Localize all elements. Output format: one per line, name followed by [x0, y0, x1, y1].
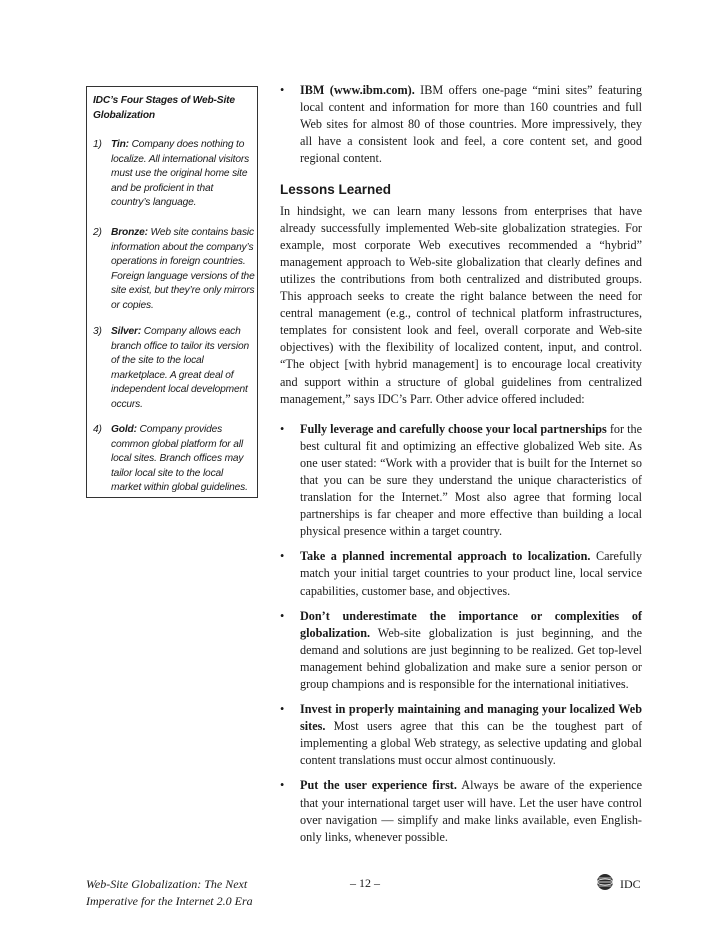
bullet-marker: •	[280, 702, 285, 717]
sidebar-item-text: Web site contains basic information about the company’s operations in foreign countries. Foreign language versions of the site exist, but they’re only mirrors or copies.	[111, 227, 255, 311]
page-number: – 12 –	[350, 876, 380, 890]
sidebar-item-label: Tin:	[111, 139, 129, 150]
sidebar-item-number: 4)	[93, 424, 102, 435]
bullet-lead: Invest in properly maintaining and managing your localized Web sites.	[300, 702, 642, 734]
sidebar-item-number: 2)	[93, 227, 102, 238]
sidebar-item-gold	[93, 423, 255, 496]
sidebar-item-text: Company provides common global platform for all local sites. Branch offices may tailor local site to the local market within global guidelines.	[111, 424, 248, 494]
bullet-maintain	[280, 701, 642, 769]
main-column	[280, 82, 642, 846]
bullet-lead: Fully leverage and carefully choose your local partnerships	[300, 421, 607, 436]
sidebar-item-bronze	[93, 226, 255, 314]
globe-icon	[596, 873, 614, 895]
bullet-lead: IBM (www.ibm.com).	[300, 83, 415, 97]
bullet-text: IBM offers one-page “mini sites” featuring local content and information for more than 160 countries and full Web sites for almost 80 of those countries. More impressively, they all have a consistent look and feel, a core content set, and good regional content.	[300, 83, 642, 166]
bullet-marker: •	[280, 83, 285, 97]
bullet-partnerships	[280, 421, 642, 541]
bullet-marker: •	[280, 608, 285, 623]
sidebar-item-text: Company does nothing to localize. All international visitors must use the original home site and be proficient in that country’s language.	[111, 139, 250, 209]
bullet-lead: Take a planned incremental approach to localization.	[300, 549, 591, 564]
sidebar-item-text: Company allows each branch office to tailor its version of the site to the local marketplace. A great deal of independent local development occurs.	[111, 326, 250, 410]
sidebar-box	[86, 86, 258, 498]
bullet-lead: Don’t underestimate the importance or complexities of globalization.	[300, 608, 642, 640]
footer-title-line1: Web-Site Globalization: The Next	[86, 877, 248, 891]
sidebar-item-label: Silver:	[111, 326, 142, 337]
bullet-text: Most users agree that this can be the toughest part of implementing a global Web strategy, as selective updating and global content translations must occur almost continuously.	[300, 719, 642, 768]
bullet-lead: Put the user experience first.	[300, 778, 457, 793]
bullet-marker: •	[280, 549, 285, 564]
lessons-paragraph: In hindsight, we can learn many lessons from enterprises that have already successfully implemented Web-site globalization strategies. For example, most corporate Web executives recommended a “hybrid” management approach to Web-site globalization that clearly defines and utilizes the contributions from both centralized and distributed groups. This approach seeks to create the right balance between the need for central management (e.g., control of technical platform infrastructures, templates for consistent look and feel, overall corporate and Web-site objectives) with the flexibility of localized content, input, and control. “The object [with hybrid management] is to encourage local creativity and support within a structure of global guidelines from centralized management,” says IDC’s Parr. Other advice offered included:	[280, 203, 642, 406]
sidebar-item-tin	[93, 138, 255, 211]
bullet-incremental	[280, 548, 642, 599]
sidebar-item-number: 1)	[93, 139, 102, 150]
bullet-marker: •	[280, 421, 285, 436]
sidebar-item-number: 3)	[93, 326, 102, 337]
sidebar-title: IDC’s Four Stages of Web-Site Globalization	[93, 95, 235, 121]
sidebar-item-label: Gold:	[111, 424, 137, 435]
footer-title	[86, 876, 286, 910]
bullet-user-experience	[280, 777, 642, 845]
bullet-complexities	[280, 608, 642, 693]
sidebar-item-silver	[93, 325, 255, 413]
section-heading: Lessons Learned	[280, 182, 392, 198]
brand-label: IDC	[620, 876, 641, 891]
bullet-marker: •	[280, 778, 285, 793]
footer-title-line2: Imperative for the Internet 2.0 Era	[86, 894, 253, 908]
bullet-text: for the best cultural fit and optimizing an effective globalized Web site. As one user stated: “Work with a provider that is built for the Internet so that you can be sure they understand the unique characteristics of translation for the Internet.” Most also agree that forming local partnerships is far cheaper and more effective than building a local physical presence within a target country.	[300, 421, 642, 539]
bullet-text: Always be aware of the experience that your international target user will have. Let the user have control over navigation — simplify and make links available, even English-only links, whenever possible.	[300, 778, 643, 844]
sidebar-item-label: Bronze:	[111, 227, 148, 238]
footer-brand	[596, 874, 641, 894]
bullet-text: Carefully match your initial target countries to your product line, local service capabilities, customer base, and objectives.	[300, 549, 642, 598]
ibm-bullet	[280, 82, 642, 167]
bullet-text: Web-site globalization is just beginning, and the demand and solutions are just beginning to be realized. Get top-level management behind globalization and make sure a senior person or group champions and is responsible for the international initiatives.	[300, 625, 642, 691]
